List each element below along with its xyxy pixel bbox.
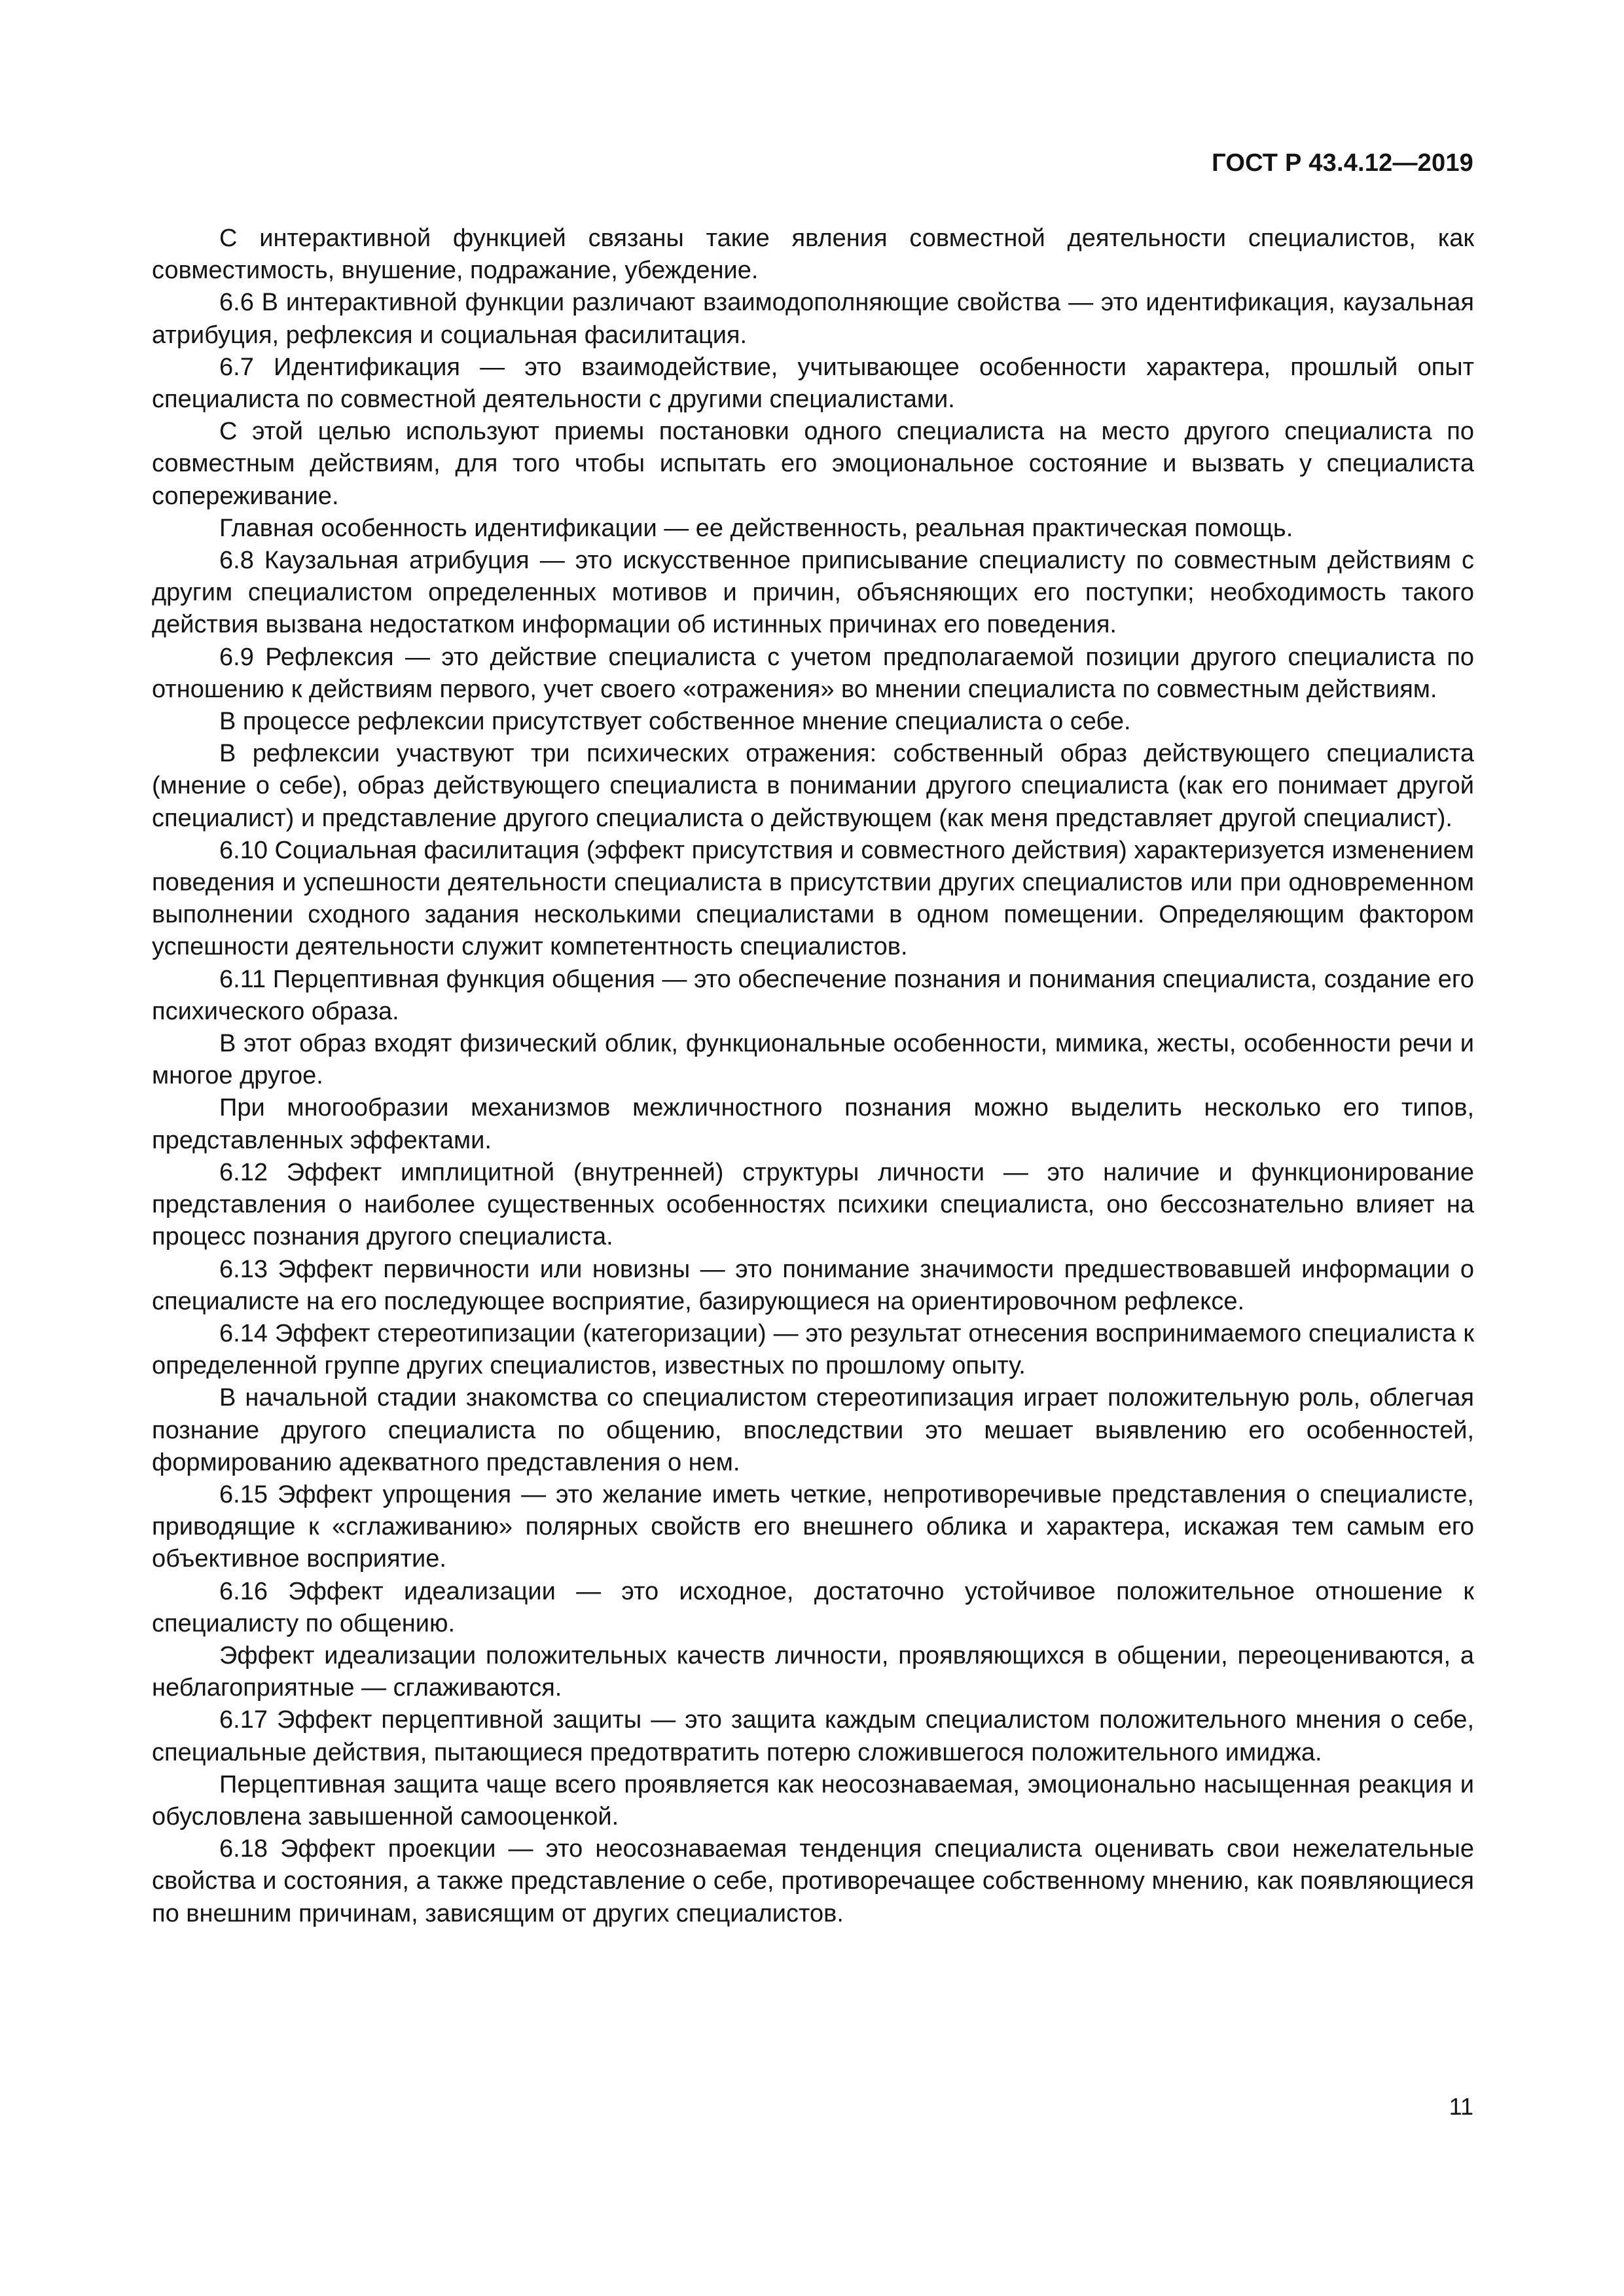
paragraph-identification-techniques: С этой целью используют приемы постановки одного специалиста на место другого специалиста по совместным действиям, для того чтобы испытать его эмоциональное состояние и вызвать у специалиста сопереживание. xyxy=(152,418,1474,510)
paragraph-6-14: 6.14 Эффект стереотипизации (категоризации) — это результат отнесения воспринимаемого специалиста к определенной группе других специалистов, известных по прошлому опыту. xyxy=(152,1319,1474,1380)
paragraph-6-12: 6.12 Эффект имплицитной (внутренней) структуры личности — это наличие и функционирование представления о наиболее существенных особенностях психики специалиста, оно бессознательно влияет на процесс познания другого специалиста. xyxy=(152,1158,1474,1251)
paragraph-idealization-effect: Эффект идеализации положительных качеств личности, проявляющихся в общении, переоцениваются, а неблагоприятные — сглаживаются. xyxy=(152,1641,1474,1702)
paragraph-6-11: 6.11 Перцептивная функция общения — это обеспечение познания и понимания специалиста, создание его психического образа. xyxy=(152,965,1474,1025)
paragraph-6-13: 6.13 Эффект первичности или новизны — это понимание значимости предшествовавшей информации о специалисте на его последующее восприятие, базирующиеся на ориентировочном рефлексе. xyxy=(152,1255,1474,1315)
paragraph-cognition-types: При многообразии механизмов межличностного познания можно выделить несколько его типов, представленных эффектами. xyxy=(152,1094,1474,1154)
paragraph-image-components: В этот образ входят физический облик, функциональные особенности, мимика, жесты, особенности речи и многое другое. xyxy=(152,1030,1474,1090)
paragraph-reflection-mirrors: В рефлексии участвуют три психических отражения: собственный образ действующего специалиста (мнение о себе), образ действующего специалиста в понимании другого специалиста (как его понимает другой специалист) и представление другого специалиста о действующем (как меня представляет другой специалист). xyxy=(152,740,1474,832)
paragraph-6-10: 6.10 Социальная фасилитация (эффект присутствия и совместного действия) характеризуется изменением поведения и успешности деятельности специалиста в присутствии других специалистов или при одновременном выполнении сходного задания несколькими специалистами в одном помещении. Определяющим фактором успешности деятельности служит компетентность специалистов. xyxy=(152,836,1474,961)
paragraph-perceptual-defense: Перцептивная защита чаще всего проявляется как неосознаваемая, эмоционально насыщенная реакция и обусловлена завышенной самооценкой. xyxy=(152,1770,1474,1831)
page-number: 11 xyxy=(1449,2093,1473,2120)
paragraph-6-16: 6.16 Эффект идеализации — это исходное, достаточно устойчивое положительное отношение к специалисту по общению. xyxy=(152,1577,1474,1637)
paragraph-6-9: 6.9 Рефлексия — это действие специалиста с учетом предполагаемой позиции другого специалиста по отношению к действиям первого, учет своего «отражения» во мнении специалиста по совместным действиям. xyxy=(152,643,1474,703)
paragraph-reflection-opinion: В процессе рефлексии присутствует собственное мнение специалиста о себе. xyxy=(219,708,1131,736)
paragraph-6-6: 6.6 В интерактивной функции различают взаимодополняющие свойства — это идентификация, каузальная атрибуция, рефлексия и социальная фасилитация. xyxy=(152,289,1474,349)
paragraph-interactive-phenomena: С интерактивной функцией связаны такие явления совместной деятельности специалистов, как совместимость, внушение, подражание, убеждение. xyxy=(152,225,1474,285)
paragraph-6-8: 6.8 Каузальная атрибуция — это искусственное приписывание специалисту по совместным действиям с другим специалистом определенных мотивов и причин, объясняющих его поступки; необходимость такого действия вызвана недостатком информации об истинных причинах его поведения. xyxy=(152,547,1474,639)
paragraph-6-15: 6.15 Эффект упрощения — это желание иметь четкие, непротиворечивые представления о специалисте, приводящие к «сглаживанию» полярных свойств его внешнего облика и характера, искажая тем самым его объективное восприятие. xyxy=(152,1480,1474,1573)
paragraph-6-17: 6.17 Эффект перцептивной защиты — это защита каждым специалистом положительного мнения о себе, специальные действия, пытающиеся предотвратить потерю сложившегося положительного имиджа. xyxy=(152,1706,1474,1766)
paragraph-6-18: 6.18 Эффект проекции — это неосознаваемая тенденция специалиста оценивать свои нежелательные свойства и состояния, а также представление о себе, противоречащее собственному мнению, как появляющиеся по внешним причинам, зависящим от других специалистов. xyxy=(152,1835,1474,1927)
document-body xyxy=(152,223,1474,1930)
paragraph-stereotyping-stage: В начальной стадии знакомства со специалистом стереотипизация играет положительную роль, облегчая познание другого специалиста по общению, впоследствии это мешает выявлению его особенностей, формированию адекватного представления о нем. xyxy=(152,1384,1474,1476)
paragraph-identification-feature: Главная особенность идентификации — ее действенность, реальная практическая помощь. xyxy=(219,514,1293,542)
document-code-header: ГОСТ Р 43.4.12—2019 xyxy=(1212,149,1473,177)
paragraph-6-7: 6.7 Идентификация — это взаимодействие, учитывающее особенности характера, прошлый опыт специалиста по совместной деятельности с другими специалистами. xyxy=(152,353,1474,414)
